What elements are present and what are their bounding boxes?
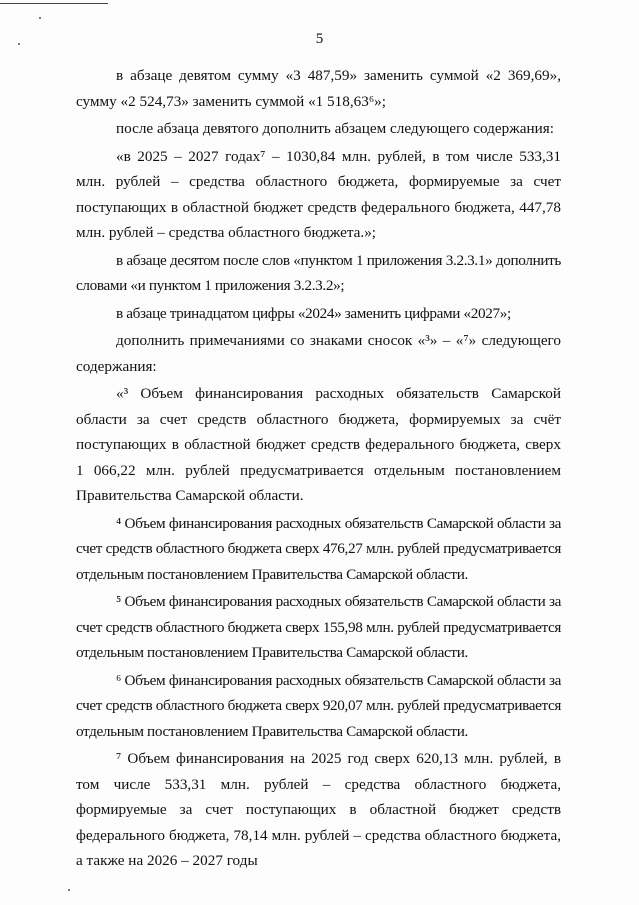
paragraph: дополнить примечаниями со знаками сносок «³» – «⁷» следующего содержания: [76,332,561,375]
footnote-paragraph: ⁴ Объем финансирования расходных обязательств Самарской области за счет средств областного бюджета сверх 476,27 млн. рублей предусматривается отдельным постановлением Правительства Самарской области. [76,514,561,583]
paragraph: в абзаце тринадцатом цифры «2024» заменить цифрами «2027»; [116,304,511,322]
footnote-paragraph: ⁶ Объем финансирования расходных обязательств Самарской области за счет средств областного бюджета сверх 920,07 млн. рублей предусматривается отдельным постановлением Правительства Самарской области. [76,671,561,740]
document-body [76,63,561,874]
footnote-paragraph: ⁵ Объем финансирования расходных обязательств Самарской области за счет средств областного бюджета сверх 155,98 млн. рублей предусматривается отдельным постановлением Правительства Самарской области. [76,593,561,661]
paragraph: «в 2025 – 2027 годах⁷ – 1030,84 млн. рублей, в том числе 533,31 млн. рублей – средства областного бюджета, формируемые за счет поступающих в областной бюджет средств федерального бюджета, 447,78 млн. рублей – средства областного бюджета.»; [76,147,561,241]
scan-edge-line [0,3,108,4]
paragraph: в абзаце десятом после слов «пунктом 1 приложения 3.2.3.1» дополнить словами «и пунктом 1 приложения 3.2.3.2»; [76,251,561,294]
scan-speck [39,17,41,19]
paragraph: после абзаца девятого дополнить абзацем следующего содержания: [116,120,554,137]
footnote-paragraph: «³ Объем финансирования расходных обязательств Самарской области за счет средств областного бюджета, формируемых за счёт поступающих в областной бюджет средств федерального бюджета, сверх 1 066,22 млн. рублей предусматривается отдельным постановлением Правительства Самарской области. [76,385,561,504]
scan-speck [68,889,70,891]
footnote-paragraph: ⁷ Объем финансирования на 2025 год сверх 620,13 млн. рублей, в том числе 533,31 млн. рублей – средства областного бюджета, формируемые за счет поступающих в областной бюджет средств федерального бюджета, 78,14 млн. рублей – средства областного бюджета, а также на 2026 – 2027 годы [76,750,561,869]
paragraph: в абзаце девятом сумму «3 487,59» заменить суммой «2 369,69», сумму «2 524,73» заменить суммой «1 518,63⁶»; [76,67,561,110]
page-number: 5 [315,31,324,47]
